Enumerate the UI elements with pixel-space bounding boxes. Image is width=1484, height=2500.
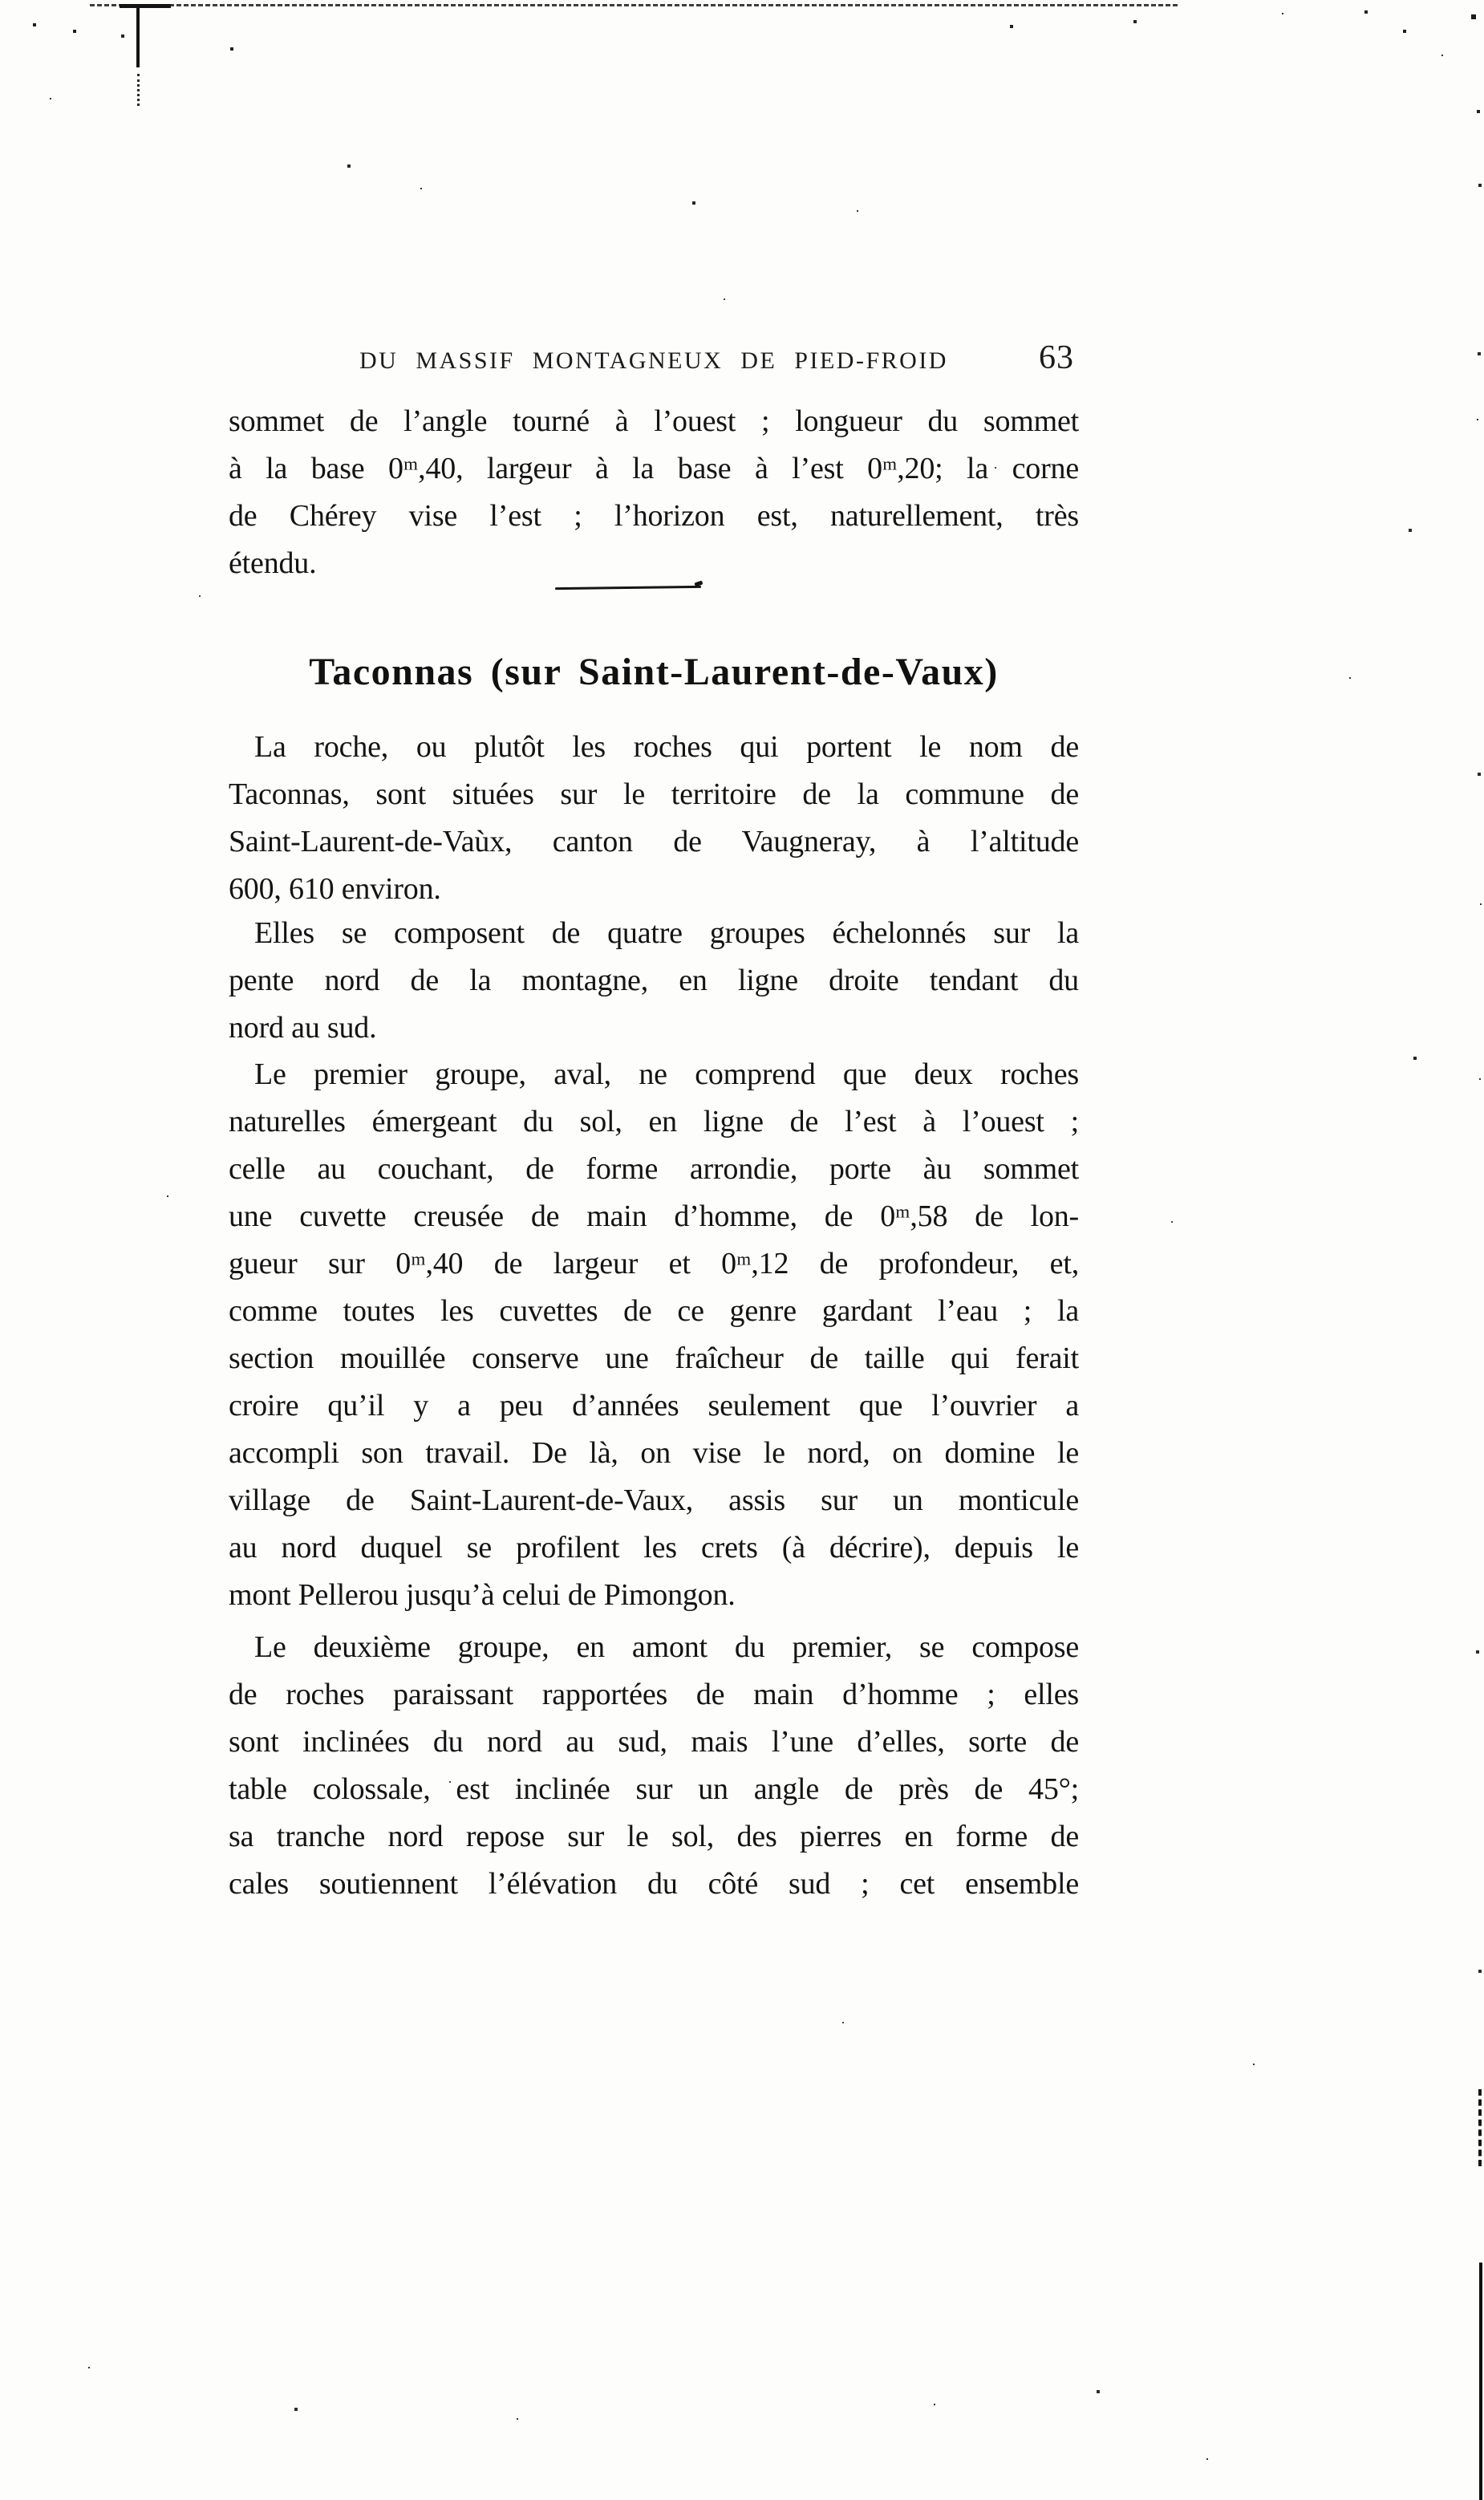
text-line: gueur sur 0ᵐ,40 de largeur et 0ᵐ,12 de profondeur, et,	[229, 1247, 1079, 1280]
paragraph-continuation	[229, 398, 1079, 587]
text-line: 600, 610 environ.	[229, 872, 441, 906]
text-line: pente nord de la montagne, en ligne droite tendant du	[229, 964, 1079, 997]
text-line: Saint-Laurent-de-Vaùx, canton de Vaugneray, à l’altitude	[229, 825, 1079, 858]
text-line: de Chérey vise l’est ; l’horizon est, naturellement, très	[229, 499, 1079, 533]
text-line: de roches paraissant rapportées de main d’homme ; elles	[229, 1678, 1079, 1711]
text-line: Le deuxième groupe, en amont du premier, se compose	[254, 1630, 1079, 1664]
text-line: Le premier groupe, aval, ne comprend que deux roches	[254, 1057, 1079, 1091]
text-line: nord au sud.	[229, 1011, 377, 1045]
text-line: Taconnas, sont situées sur le territoire de la commune de	[229, 777, 1079, 811]
text-line: section mouillée conserve une fraîcheur de taille qui ferait	[229, 1341, 1079, 1375]
text-line: sommet de l’angle tourné à l’ouest ; longueur du sommet	[229, 404, 1079, 438]
scan-artifact-t-mark-horizontal	[120, 4, 171, 8]
text-line: village de Saint-Laurent-de-Vaux, assis sur un monticule	[229, 1483, 1079, 1517]
text-line: mont Pellerou jusqu’à celui de Pimongon.	[229, 1578, 736, 1612]
scan-artifact-t-mark-vertical	[136, 6, 140, 67]
text-line: table colossale, est inclinée sur un angle de près de 45°;	[229, 1772, 1079, 1806]
scan-noise-specks	[0, 0, 2, 2]
running-header-row	[229, 339, 1079, 380]
scan-artifact-right-edge-line	[1479, 2263, 1482, 2500]
text-line: une cuvette creusée de main d’homme, de 0ᵐ,58 de lon-	[229, 1199, 1079, 1233]
text-line: croire qu’il y a peu d’années seulement que l’ouvrier a	[229, 1389, 1079, 1422]
paragraph-2	[229, 910, 1079, 1052]
paragraph-1	[229, 724, 1079, 913]
text-line: sont inclinées du nord au sud, mais l’une d’elles, sorte de	[229, 1725, 1079, 1759]
text-line: comme toutes les cuvettes de ce genre gardant l’eau ; la	[229, 1294, 1079, 1328]
scan-artifact-right-edge-dashes	[1478, 2089, 1482, 2166]
text-line: au nord duquel se profilent les crets (à décrire), depuis le	[229, 1531, 1079, 1565]
section-heading: Taconnas (sur Saint-Laurent-de-Vaux)	[309, 651, 999, 693]
running-header-title: DU MASSIF MONTAGNEUX DE PIED-FROID	[359, 347, 948, 374]
text-line: Elles se composent de quatre groupes échelonnés sur la	[254, 916, 1079, 950]
page-number: 63	[1039, 339, 1074, 376]
scan-artifact-t-mark-tail	[137, 74, 142, 106]
text-line: naturelles émergeant du sol, en ligne de l’est à l’ouest ;	[229, 1105, 1079, 1138]
text-line: à la base 0ᵐ,40, largeur à la base à l’est 0ᵐ,20; la corne	[229, 452, 1079, 485]
text-line: cales soutiennent l’élévation du côté sud ; cet ensemble	[229, 1867, 1079, 1901]
text-line: celle au couchant, de forme arrondie, porte àu sommet	[229, 1152, 1079, 1186]
text-line: La roche, ou plutôt les roches qui portent le nom de	[254, 730, 1079, 764]
scan-artifact-top-edge-line	[90, 4, 1178, 6]
text-line: étendu.	[229, 546, 317, 580]
paragraph-3	[229, 1051, 1079, 1619]
text-line: accompli son travail. De là, on vise le nord, on domine le	[229, 1436, 1079, 1470]
paragraph-4	[229, 1624, 1079, 1908]
text-line: sa tranche nord repose sur le sol, des pierres en forme de	[229, 1820, 1079, 1853]
